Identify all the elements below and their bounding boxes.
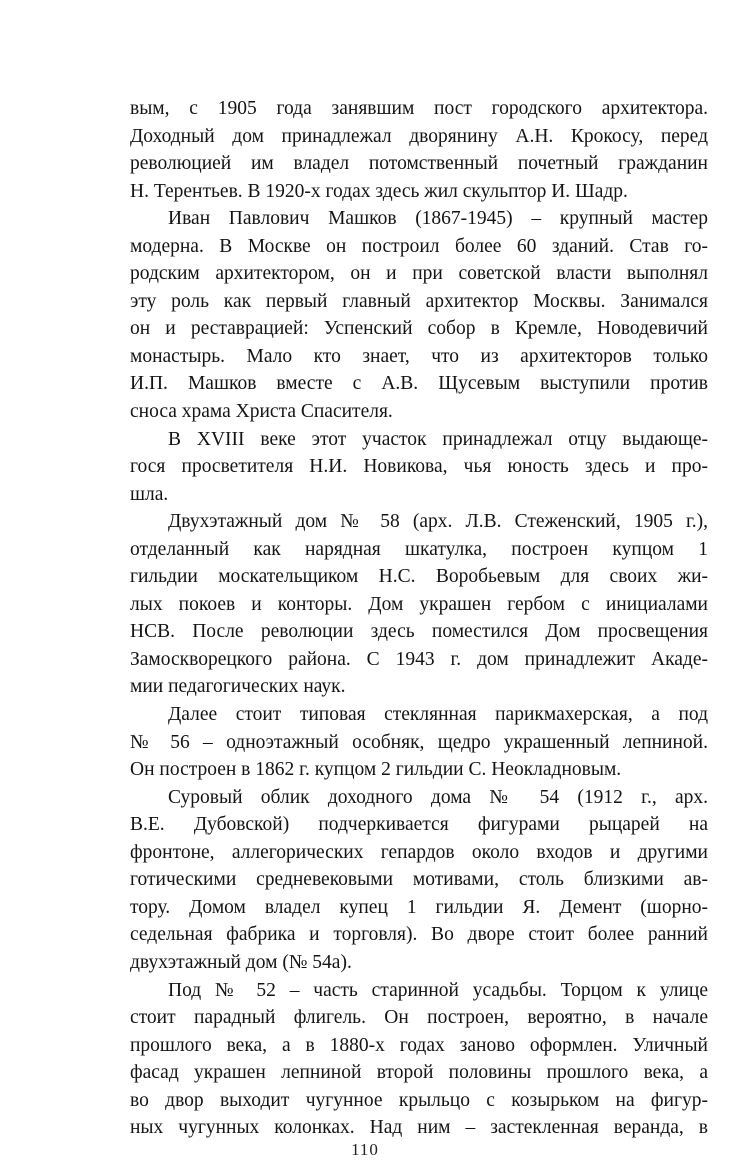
text-line: двухэтажный дом (№ 54а). bbox=[130, 951, 352, 973]
text-line: отделанный как нарядная шкатулка, построен купцом 1 bbox=[130, 538, 708, 560]
text-line: В.Е. Дубовской) подчеркивается фигурами рыцарей на bbox=[130, 814, 708, 836]
text-line: Далее стоит типовая стеклянная парикмахерская, а под bbox=[168, 704, 708, 726]
text-line: модерна. В Москве он построил более 60 зданий. Став го- bbox=[130, 235, 708, 257]
text-line: во двор выходит чугунное крыльцо с козырьком на фигур- bbox=[130, 1089, 708, 1111]
text-line: вым, с 1905 года занявшим пост городского архитектора. bbox=[130, 98, 708, 119]
page-body-text bbox=[130, 95, 708, 1142]
text-line: № 56 – одноэтажный особняк, щедро украшенный лепниной. bbox=[130, 731, 708, 753]
text-line: готическими средневековыми мотивами, столь близкими ав- bbox=[130, 869, 708, 891]
text-line: фронтоне, аллегорических гепардов около входов и другими bbox=[130, 841, 708, 863]
text-line: революцией им владел потомственный почетный гражданин bbox=[130, 153, 708, 175]
text-line: седельная фабрика и торговля). Во дворе стоит более ранний bbox=[130, 924, 708, 946]
text-line: НСВ. После революции здесь поместился Дом просвещения bbox=[130, 621, 708, 643]
text-line: Под № 52 – часть старинной усадьбы. Торцом к улице bbox=[168, 979, 708, 1001]
text-line: В XVIII веке этот участок принадлежал отцу выдающе- bbox=[168, 428, 708, 450]
text-line: родским архитектором, он и при советской власти выполнял bbox=[130, 263, 708, 285]
text-line: он и реставрацией: Успенский собор в Кремле, Новодевичий bbox=[130, 318, 708, 340]
text-line: Иван Павлович Машков (1867-1945) – крупный мастер bbox=[168, 208, 708, 230]
text-line: И.П. Машков вместе с А.В. Щусевым выступили против bbox=[130, 373, 708, 395]
text-line: Двухэтажный дом № 58 (арх. Л.В. Стеженский, 1905 г.), bbox=[168, 511, 708, 533]
text-line: лых покоев и конторы. Дом украшен гербом с инициалами bbox=[130, 593, 708, 615]
text-line: прошлого века, а в 1880-х годах заново оформлен. Уличный bbox=[130, 1034, 708, 1056]
text-line: Суровый облик доходного дома № 54 (1912 г., арх. bbox=[168, 786, 708, 808]
text-line: фасад украшен лепниной второй половины прошлого века, а bbox=[130, 1062, 708, 1084]
text-line: сноса храма Христа Спасителя. bbox=[130, 401, 393, 423]
text-line: Н. Терентьев. В 1920-х годах здесь жил скульптор И. Шадр. bbox=[130, 180, 628, 202]
text-line: монастырь. Мало кто знает, что из архитекторов только bbox=[130, 345, 708, 367]
text-line: эту роль как первый главный архитектор Москвы. Занимался bbox=[130, 290, 708, 312]
text-line: мии педагогических наук. bbox=[130, 676, 346, 698]
text-line: гильдии москательщиком Н.С. Воробьевым для своих жи- bbox=[130, 566, 708, 588]
text-line: гося просветителя Н.И. Новикова, чья юность здесь и про- bbox=[130, 456, 708, 478]
text-line: стоит парадный флигель. Он построен, вероятно, в начале bbox=[130, 1007, 708, 1029]
text-line: ных чугунных колонках. Над ним – застекленная веранда, в bbox=[130, 1117, 708, 1139]
text-line: шла. bbox=[130, 483, 169, 505]
text-line: Замоскворецкого района. С 1943 г. дом принадлежит Акаде- bbox=[130, 648, 708, 670]
text-line: Доходный дом принадлежал дворянину А.Н. Крокосу, перед bbox=[130, 125, 708, 147]
page-number: 110 bbox=[351, 1140, 379, 1159]
text-line: Он построен в 1862 г. купцом 2 гильдии С. Неокладновым. bbox=[130, 759, 622, 781]
text-line: тору. Домом владел купец 1 гильдии Я. Демент (шорно- bbox=[130, 896, 708, 918]
